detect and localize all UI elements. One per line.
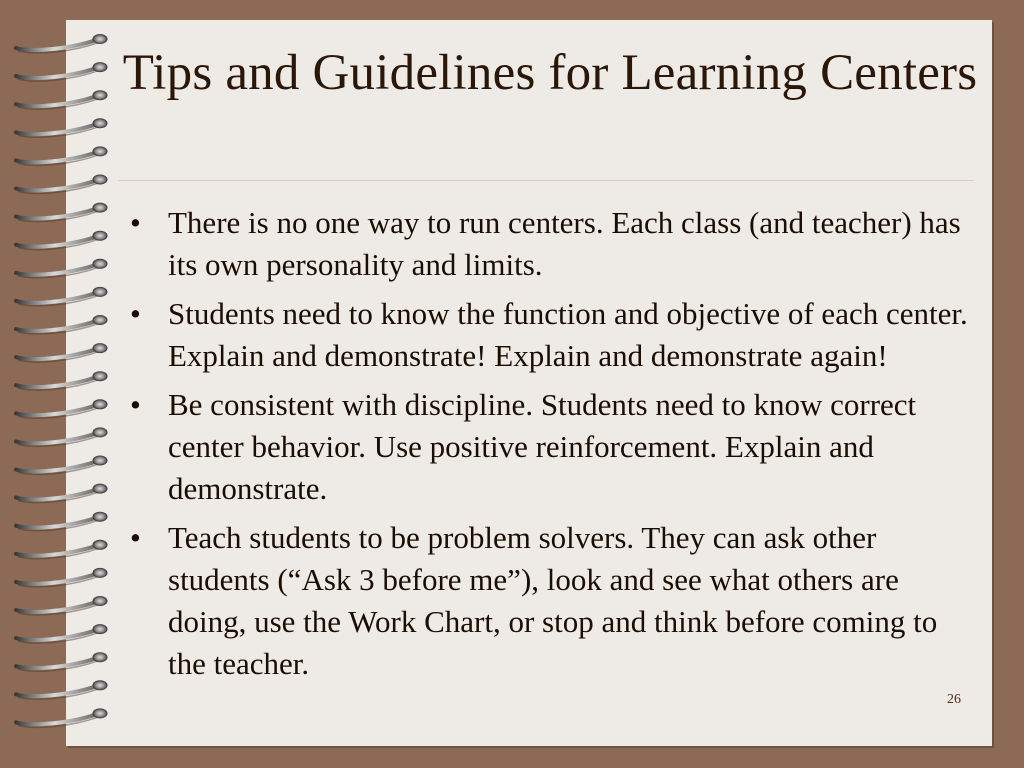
- binding-hole: [93, 287, 108, 297]
- slide-number: 26: [947, 692, 961, 707]
- spiral-ring: [16, 207, 102, 219]
- spiral-ring: [16, 263, 102, 275]
- binding-hole: [93, 512, 108, 522]
- spiral-ring: [16, 179, 102, 191]
- bullet-item-3: [130, 384, 970, 510]
- spiral-ring: [16, 403, 102, 415]
- binding-hole: [93, 652, 108, 662]
- binding-hole: [93, 231, 108, 241]
- spiral-binding-icon: [0, 0, 135, 768]
- binding-hole: [93, 203, 108, 213]
- slide-title: Tips and Guidelines for Learning Centers: [122, 45, 978, 101]
- binding-hole: [93, 90, 108, 100]
- binding-hole: [93, 708, 108, 718]
- binding-hole: [93, 427, 108, 437]
- bullet-item-1: [130, 202, 970, 286]
- bullet-item-4: [130, 517, 970, 685]
- binding-hole: [93, 371, 108, 381]
- binding-hole: [93, 624, 108, 634]
- spiral-ring: [16, 375, 102, 387]
- spiral-ring: [16, 291, 102, 303]
- binding-hole: [93, 118, 108, 128]
- bullet-dot-icon: •: [130, 520, 141, 555]
- binding-hole: [93, 34, 108, 44]
- bullet-item-2: [130, 293, 970, 377]
- spiral-ring: [16, 628, 102, 640]
- bullet-text: Students need to know the function and objective of each center. Explain and demonstrate! Explain and demonstrate again!: [168, 296, 968, 373]
- binding-hole: [93, 456, 108, 466]
- binding-hole: [93, 315, 108, 325]
- bullet-dot-icon: •: [130, 387, 141, 422]
- bullet-text: Be consistent with discipline. Students need to know correct center behavior. Use positive reinforcement. Explain and demonstrate.: [168, 387, 917, 506]
- spiral-ring: [16, 572, 102, 584]
- spiral-ring: [16, 488, 102, 500]
- binding-hole: [93, 680, 108, 690]
- binding-hole: [93, 399, 108, 409]
- binding-hole: [93, 568, 108, 578]
- spiral-ring: [16, 66, 102, 78]
- binding-hole: [93, 540, 108, 550]
- bullet-list: [130, 202, 970, 692]
- title-divider: [118, 180, 974, 181]
- binding-hole: [93, 484, 108, 494]
- bullet-text: Teach students to be problem solvers. They can ask other students (“Ask 3 before me”), look and see what others are doing, use the Work Chart, or stop and think before coming to the teacher.: [168, 520, 938, 681]
- bullet-dot-icon: •: [130, 296, 141, 331]
- bullet-text: There is no one way to run centers. Each class (and teacher) has its own personality and limits.: [168, 205, 961, 282]
- binding-hole: [93, 146, 108, 156]
- spiral-ring: [16, 656, 102, 668]
- binding-hole: [93, 259, 108, 269]
- spiral-ring: [16, 122, 102, 134]
- spiral-ring: [16, 712, 102, 724]
- binding-hole: [93, 62, 108, 72]
- spiral-ring: [16, 319, 102, 331]
- spiral-ring: [16, 460, 102, 472]
- spiral-ring: [16, 235, 102, 247]
- spiral-ring: [16, 38, 102, 50]
- spiral-ring: [16, 150, 102, 162]
- bullet-dot-icon: •: [130, 205, 141, 240]
- spiral-ring: [16, 600, 102, 612]
- spiral-ring: [16, 431, 102, 443]
- spiral-ring: [16, 516, 102, 528]
- spiral-ring: [16, 347, 102, 359]
- spiral-ring: [16, 544, 102, 556]
- binding-hole: [93, 175, 108, 185]
- spiral-ring: [16, 94, 102, 106]
- binding-hole: [93, 596, 108, 606]
- binding-hole: [93, 343, 108, 353]
- spiral-ring: [16, 684, 102, 696]
